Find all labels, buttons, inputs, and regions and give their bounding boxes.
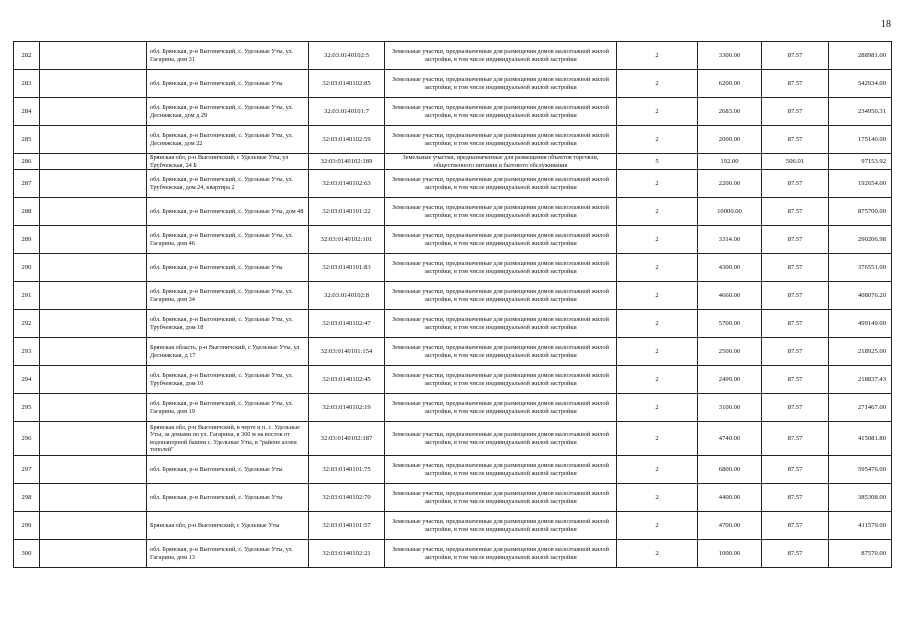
land-use-cell: Земельные участки, предназначенные для размещения объектов торговли, общественного питания и бытового обслуживания <box>385 154 617 170</box>
table-row <box>14 254 892 282</box>
address-cell: обл. Брянская, р-н Выгоничский, с. Удельные Уты, ул. Гагарина, дом 31 <box>147 42 309 70</box>
blank-cell <box>40 512 147 540</box>
blank-cell <box>40 422 147 456</box>
cadastral-value-cell: 408076.20 <box>829 282 892 310</box>
table-row <box>14 512 892 540</box>
rate-cell: 87.57 <box>762 338 829 366</box>
land-use-cell: Земельные участки, предназначенные для размещения домов малоэтажной жилой застройки, в том числе индивидуальной жилой застройки <box>385 310 617 338</box>
area-cell: 3100.00 <box>698 394 762 422</box>
blank-cell <box>40 540 147 568</box>
cadastral-value-cell: 234950.31 <box>829 98 892 126</box>
land-use-cell: Земельные участки, предназначенные для размещения домов малоэтажной жилой застройки, в том числе индивидуальной жилой застройки <box>385 366 617 394</box>
area-cell: 4400.00 <box>698 484 762 512</box>
row-number: 295 <box>14 394 40 422</box>
cadastral-number-cell: 32:03:0140102:59 <box>309 126 385 154</box>
blank-cell <box>40 456 147 484</box>
blank-cell <box>40 484 147 512</box>
cadastral-number-cell: 32:03:0140102:187 <box>309 422 385 456</box>
address-cell: обл. Брянская, р-н Выгоничский, с. Удельные Уты, ул. Трубчевская, дом 18 <box>147 310 309 338</box>
blank-cell <box>40 170 147 198</box>
table-row <box>14 226 892 254</box>
cadastral-number-cell: 32:03:0140101:83 <box>309 254 385 282</box>
blank-cell <box>40 154 147 170</box>
address-cell: обл. Брянская, р-н Выгоничский, с. Удельные Уты, ул. Гагарина, дом 13 <box>147 540 309 568</box>
table-row <box>14 154 892 170</box>
group-cell: 2 <box>617 366 698 394</box>
blank-cell <box>40 282 147 310</box>
table-row <box>14 422 892 456</box>
row-number: 287 <box>14 170 40 198</box>
area-cell: 3300.00 <box>698 42 762 70</box>
blank-cell <box>40 98 147 126</box>
address-cell: обл. Брянская, р-н Выгоничский, с. Удельные Уты, ул. Десняжская, дом д 29 <box>147 98 309 126</box>
address-cell: Брянская область, р-н Выгоничский, с Удельные Уты, ул Десняжская, д 17 <box>147 338 309 366</box>
cadastral-number-cell: 32:03:0140101:75 <box>309 456 385 484</box>
blank-cell <box>40 70 147 98</box>
group-cell: 2 <box>617 198 698 226</box>
cadastral-value-cell: 97153.92 <box>829 154 892 170</box>
row-number: 284 <box>14 98 40 126</box>
address-cell: обл. Брянская, р-н Выгоничский, с. Удельные Уты, ул. Гагарина, дом 34 <box>147 282 309 310</box>
table-row <box>14 484 892 512</box>
row-number: 288 <box>14 198 40 226</box>
address-cell: обл. Брянская, р-н Выгоничский, с. Удельные Уты <box>147 254 309 282</box>
row-number: 300 <box>14 540 40 568</box>
group-cell: 2 <box>617 338 698 366</box>
cadastral-value-cell: 218837.43 <box>829 366 892 394</box>
group-cell: 2 <box>617 42 698 70</box>
blank-cell <box>40 42 147 70</box>
group-cell: 2 <box>617 254 698 282</box>
address-cell: обл. Брянская, р-н Выгоничский, с. Удельные Уты, ул. Трубчевская, дом 24, квартира 2 <box>147 170 309 198</box>
row-number: 292 <box>14 310 40 338</box>
cadastral-value-cell: 385308.00 <box>829 484 892 512</box>
group-cell: 2 <box>617 126 698 154</box>
land-use-cell: Земельные участки, предназначенные для размещения домов малоэтажной жилой застройки, в том числе индивидуальной жилой застройки <box>385 170 617 198</box>
land-use-cell: Земельные участки, предназначенные для размещения домов малоэтажной жилой застройки, в том числе индивидуальной жилой застройки <box>385 338 617 366</box>
address-cell: обл. Брянская, р-н Выгоничский, с. Удельные Уты, ул. Гагарина, дом 46 <box>147 226 309 254</box>
cadastral-value-cell: 595476.00 <box>829 456 892 484</box>
area-cell: 2500.00 <box>698 338 762 366</box>
area-cell: 4300.00 <box>698 254 762 282</box>
blank-cell <box>40 226 147 254</box>
group-cell: 2 <box>617 394 698 422</box>
row-number: 285 <box>14 126 40 154</box>
table-row <box>14 310 892 338</box>
row-number: 298 <box>14 484 40 512</box>
cadastral-value-cell: 175140.00 <box>829 126 892 154</box>
cadastral-value-cell: 288981.00 <box>829 42 892 70</box>
cadastral-number-cell: 32:03:0140101:22 <box>309 198 385 226</box>
blank-cell <box>40 254 147 282</box>
cadastral-number-cell: 32:03:0140101:7 <box>309 98 385 126</box>
land-use-cell: Земельные участки, предназначенные для размещения домов малоэтажной жилой застройки, в том числе индивидуальной жилой застройки <box>385 198 617 226</box>
cadastral-value-cell: 271467.00 <box>829 394 892 422</box>
cadastral-value-cell: 542934.00 <box>829 70 892 98</box>
rate-cell: 87.57 <box>762 98 829 126</box>
rate-cell: 87.57 <box>762 540 829 568</box>
table-row <box>14 98 892 126</box>
area-cell: 4660.00 <box>698 282 762 310</box>
area-cell: 4740.00 <box>698 422 762 456</box>
row-number: 294 <box>14 366 40 394</box>
cadastral-number-cell: 32:03:0140102:45 <box>309 366 385 394</box>
rate-cell: 87.57 <box>762 512 829 540</box>
group-cell: 2 <box>617 422 698 456</box>
group-cell: 2 <box>617 282 698 310</box>
cadastral-number-cell: 32:03:0140102:8 <box>309 282 385 310</box>
land-use-cell: Земельные участки, предназначенные для размещения домов малоэтажной жилой застройки, в том числе индивидуальной жилой застройки <box>385 70 617 98</box>
address-cell: обл. Брянская, р-н Выгоничский, с. Удельные Уты, дом 48 <box>147 198 309 226</box>
table-row <box>14 282 892 310</box>
rate-cell: 87.57 <box>762 366 829 394</box>
area-cell: 3314.00 <box>698 226 762 254</box>
row-number: 291 <box>14 282 40 310</box>
group-cell: 2 <box>617 310 698 338</box>
row-number: 290 <box>14 254 40 282</box>
area-cell: 6200.00 <box>698 70 762 98</box>
row-number: 286 <box>14 154 40 170</box>
rate-cell: 87.57 <box>762 282 829 310</box>
row-number: 296 <box>14 422 40 456</box>
area-cell: 2499.00 <box>698 366 762 394</box>
cadastral-value-cell: 218925.00 <box>829 338 892 366</box>
group-cell: 2 <box>617 226 698 254</box>
land-use-cell: Земельные участки, предназначенные для размещения домов малоэтажной жилой застройки, в том числе индивидуальной жилой застройки <box>385 540 617 568</box>
cadastral-value-cell: 192654.00 <box>829 170 892 198</box>
cadastral-number-cell: 32:03:0140102:21 <box>309 540 385 568</box>
rate-cell: 87.57 <box>762 70 829 98</box>
rate-cell: 87.57 <box>762 198 829 226</box>
area-cell: 2200.00 <box>698 170 762 198</box>
rate-cell: 87.57 <box>762 394 829 422</box>
row-number: 299 <box>14 512 40 540</box>
cadastral-value-cell: 290206.98 <box>829 226 892 254</box>
page-number: 18 <box>881 19 891 30</box>
address-cell: Брянская обл, р-н Выгоничский, с Удельные Уты <box>147 512 309 540</box>
group-cell: 2 <box>617 70 698 98</box>
address-cell: обл. Брянская, р-н Выгоничский, с. Удельные Уты <box>147 484 309 512</box>
address-cell: обл. Брянская, р-н Выгоничский, с. Удельные Уты, ул. Трубчевская, дом 10 <box>147 366 309 394</box>
address-cell: обл. Брянская, р-н Выгоничский, с. Удельные Уты, ул. Гагарина, дом 19 <box>147 394 309 422</box>
land-use-cell: Земельные участки, предназначенные для размещения домов малоэтажной жилой застройки, в том числе индивидуальной жилой застройки <box>385 226 617 254</box>
cadastral-number-cell: 32:03:0140102:189 <box>309 154 385 170</box>
land-use-cell: Земельные участки, предназначенные для размещения домов малоэтажной жилой застройки, в том числе индивидуальной жилой застройки <box>385 254 617 282</box>
table-row <box>14 540 892 568</box>
address-cell: обл. Брянская, р-н Выгоничский, с. Удельные Уты, ул. Десняжская, дом 22 <box>147 126 309 154</box>
table-row <box>14 198 892 226</box>
group-cell: 2 <box>617 512 698 540</box>
rate-cell: 87.57 <box>762 484 829 512</box>
rate-cell: 87.57 <box>762 226 829 254</box>
area-cell: 2000.00 <box>698 126 762 154</box>
group-cell: 2 <box>617 484 698 512</box>
area-cell: 6800.00 <box>698 456 762 484</box>
group-cell: 2 <box>617 98 698 126</box>
area-cell: 4700.00 <box>698 512 762 540</box>
area-cell: 10000.00 <box>698 198 762 226</box>
land-use-cell: Земельные участки, предназначенные для размещения домов малоэтажной жилой застройки, в том числе индивидуальной жилой застройки <box>385 42 617 70</box>
table-row <box>14 338 892 366</box>
address-cell: Брянская обл, р-н Выгоничский, с Удельные Уты, ул Трубчевская, 24 Б <box>147 154 309 170</box>
blank-cell <box>40 338 147 366</box>
group-cell: 2 <box>617 456 698 484</box>
cadastral-value-cell: 411579.00 <box>829 512 892 540</box>
table-row <box>14 70 892 98</box>
rate-cell: 87.57 <box>762 126 829 154</box>
area-cell: 1000.00 <box>698 540 762 568</box>
cadastral-number-cell: 32:03:0140102:63 <box>309 170 385 198</box>
area-cell: 2683.00 <box>698 98 762 126</box>
cadastral-number-cell: 32:03:0140102:5 <box>309 42 385 70</box>
land-use-cell: Земельные участки, предназначенные для размещения домов малоэтажной жилой застройки, в том числе индивидуальной жилой застройки <box>385 394 617 422</box>
area-cell: 5700.00 <box>698 310 762 338</box>
table-row <box>14 366 892 394</box>
rate-cell: 87.57 <box>762 422 829 456</box>
row-number: 282 <box>14 42 40 70</box>
cadastral-value-cell: 415081.80 <box>829 422 892 456</box>
land-use-cell: Земельные участки, предназначенные для размещения домов малоэтажной жилой застройки, в том числе индивидуальной жилой застройки <box>385 282 617 310</box>
blank-cell <box>40 366 147 394</box>
blank-cell <box>40 310 147 338</box>
cadastral-value-cell: 875700.00 <box>829 198 892 226</box>
area-cell: 192.00 <box>698 154 762 170</box>
row-number: 297 <box>14 456 40 484</box>
row-number: 293 <box>14 338 40 366</box>
land-plots-table <box>13 41 892 568</box>
land-use-cell: Земельные участки, предназначенные для размещения домов малоэтажной жилой застройки, в том числе индивидуальной жилой застройки <box>385 126 617 154</box>
cadastral-number-cell: 32:03:0140102:70 <box>309 484 385 512</box>
rate-cell: 87.57 <box>762 456 829 484</box>
table-row <box>14 394 892 422</box>
rate-cell: 87.57 <box>762 170 829 198</box>
rate-cell: 506.01 <box>762 154 829 170</box>
blank-cell <box>40 126 147 154</box>
cadastral-number-cell: 32:03:0140102:85 <box>309 70 385 98</box>
cadastral-number-cell: 32:03:0140102:47 <box>309 310 385 338</box>
address-cell: обл. Брянская, р-н Выгоничский, с. Удельные Уты <box>147 456 309 484</box>
row-number: 289 <box>14 226 40 254</box>
cadastral-number-cell: 32:03:0140102:19 <box>309 394 385 422</box>
rate-cell: 87.57 <box>762 254 829 282</box>
table-row <box>14 126 892 154</box>
cadastral-number-cell: 32:03:0140101:154 <box>309 338 385 366</box>
cadastral-value-cell: 376551.00 <box>829 254 892 282</box>
cadastral-number-cell: 32:03:0140101:57 <box>309 512 385 540</box>
blank-cell <box>40 394 147 422</box>
land-use-cell: Земельные участки, предназначенные для размещения домов малоэтажной жилой застройки, в том числе индивидуальной жилой застройки <box>385 484 617 512</box>
rate-cell: 87.57 <box>762 42 829 70</box>
group-cell: 2 <box>617 170 698 198</box>
row-number: 283 <box>14 70 40 98</box>
cadastral-number-cell: 32:03:0140102:101 <box>309 226 385 254</box>
group-cell: 2 <box>617 540 698 568</box>
cadastral-value-cell: 87570.00 <box>829 540 892 568</box>
table-row <box>14 456 892 484</box>
table-row <box>14 42 892 70</box>
address-cell: обл. Брянская, р-н Выгоничский, с. Удельные Уты <box>147 70 309 98</box>
table-row <box>14 170 892 198</box>
address-cell: Брянская обл, р-н Выгоничский, в черте н п. с. Удельные Уты, за домами по ул. Гагарина, в 300 м на восток от водонапорной башни с. Удельные Уты, в "районе аллеи тополей" <box>147 422 309 456</box>
land-use-cell: Земельные участки, предназначенные для размещения домов малоэтажной жилой застройки, в том числе индивидуальной жилой застройки <box>385 98 617 126</box>
rate-cell: 87.57 <box>762 310 829 338</box>
group-cell: 5 <box>617 154 698 170</box>
land-use-cell: Земельные участки, предназначенные для размещения домов малоэтажной жилой застройки, в том числе индивидуальной жилой застройки <box>385 456 617 484</box>
land-use-cell: Земельные участки, предназначенные для размещения домов малоэтажной жилой застройки, в том числе индивидуальной жилой застройки <box>385 422 617 456</box>
cadastral-value-cell: 499149.00 <box>829 310 892 338</box>
land-use-cell: Земельные участки, предназначенные для размещения домов малоэтажной жилой застройки, в том числе индивидуальной жилой застройки <box>385 512 617 540</box>
blank-cell <box>40 198 147 226</box>
